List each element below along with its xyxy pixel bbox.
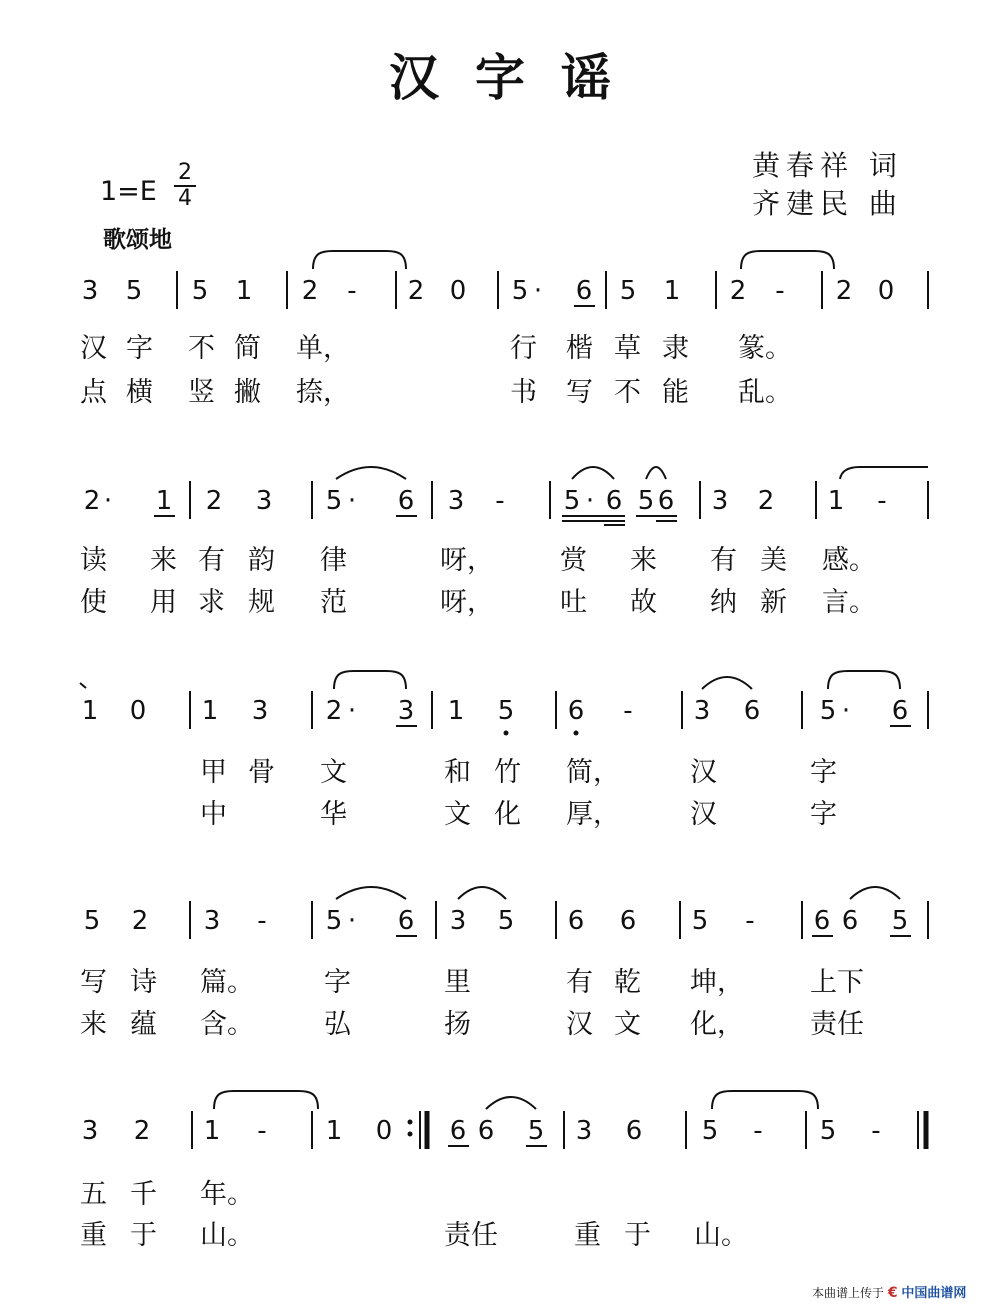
lyric: 五 — [80, 1179, 107, 1210]
lyric: 责任 — [810, 1009, 864, 1040]
lyric: 重 — [574, 1220, 601, 1251]
lyric: 华 — [320, 799, 347, 830]
note: · — [533, 276, 543, 306]
note: 6 — [477, 1116, 495, 1146]
note: - — [623, 696, 633, 726]
lyric: 隶 — [662, 333, 689, 364]
lyric: 乱。 — [738, 377, 792, 408]
lyric: 用 — [150, 587, 177, 618]
slur — [702, 677, 752, 689]
lyric: 故 — [630, 587, 657, 618]
note: 2 — [133, 1116, 151, 1146]
footer-credit — [812, 1282, 966, 1301]
lyric: 感。 — [822, 545, 876, 576]
lyric: 不 — [614, 377, 641, 408]
tie — [214, 1091, 318, 1109]
note: 3 — [693, 696, 711, 726]
lyric: 和 — [444, 757, 471, 788]
slur — [336, 887, 406, 899]
slur — [572, 467, 614, 479]
lyric: 里 — [444, 967, 471, 998]
lyric: 字 — [810, 757, 837, 788]
lyric: 捺， — [296, 377, 350, 408]
note: · — [347, 696, 357, 726]
note: 3 — [81, 276, 99, 306]
lyric: 责任 — [444, 1220, 498, 1251]
note: 1 — [201, 696, 219, 726]
lyric: 有 — [198, 545, 225, 576]
lyric: 弘 — [324, 1009, 351, 1040]
note: - — [495, 486, 505, 516]
lyricist-credit: 黄春祥 词 — [752, 149, 903, 182]
note: · — [347, 906, 357, 936]
lyric: 读 — [80, 545, 107, 576]
note: 2 — [83, 486, 101, 516]
note: 6 — [619, 906, 637, 936]
lyric: 纳 — [710, 587, 737, 618]
note: 6 — [397, 486, 415, 516]
lyric: 上下 — [810, 967, 864, 998]
note: · — [103, 486, 113, 516]
lyric: 竹 — [494, 757, 521, 788]
note: - — [877, 486, 887, 516]
octave-dot — [408, 1120, 413, 1125]
breath-mark — [80, 683, 86, 688]
lyric: 有 — [710, 545, 737, 576]
tie — [741, 251, 834, 269]
tie — [828, 671, 900, 689]
lyric: 乾 — [614, 967, 641, 998]
note: 2 — [205, 486, 223, 516]
lyric: 字 — [126, 333, 153, 364]
note: 5 — [563, 486, 581, 516]
tie — [313, 251, 406, 269]
tie — [712, 1091, 818, 1109]
lyric: 使 — [80, 587, 107, 618]
note: - — [257, 1116, 267, 1146]
note: 3 — [203, 906, 221, 936]
key-signature: 1=E — [100, 176, 157, 207]
lyric: 甲 — [200, 757, 227, 788]
slur — [646, 467, 666, 479]
note: 2 — [729, 276, 747, 306]
note: - — [257, 906, 267, 936]
lyric: 简， — [566, 757, 620, 788]
lyric: 山。 — [200, 1220, 254, 1251]
lyric: 韵 — [248, 545, 275, 576]
lyric: 文 — [444, 799, 471, 830]
lyric: 中 — [200, 799, 227, 830]
lyric: 行 — [510, 333, 537, 364]
note: · — [347, 486, 357, 516]
lyric: 楷 — [566, 333, 593, 364]
note: - — [753, 1116, 763, 1146]
lyric: 汉 — [566, 1009, 593, 1040]
lyric: 写 — [566, 377, 593, 408]
lyric: 范 — [320, 587, 347, 618]
note: · — [841, 696, 851, 726]
note: 3 — [397, 696, 415, 726]
note: 1 — [447, 696, 465, 726]
note: 5 — [527, 1116, 545, 1146]
lyric: 于 — [130, 1220, 157, 1251]
lyric: 规 — [248, 587, 275, 618]
lyric: 重 — [80, 1220, 107, 1251]
lyric: 篆。 — [738, 333, 792, 364]
lyric: 于 — [624, 1220, 651, 1251]
lyric: 竖 — [188, 377, 215, 408]
note: 3 — [251, 696, 269, 726]
note: 2 — [835, 276, 853, 306]
lyric: 年。 — [200, 1179, 254, 1210]
lyric: 点 — [80, 377, 107, 408]
lyric: 蕴 — [130, 1009, 157, 1040]
lyric: 横 — [126, 377, 153, 408]
lyric: 撇 — [234, 377, 261, 408]
note: 3 — [711, 486, 729, 516]
site-logo-icon: € — [887, 1285, 898, 1301]
lyric: 美 — [760, 545, 787, 576]
note: 5 — [891, 906, 909, 936]
note: 6 — [397, 906, 415, 936]
lyric: 山。 — [694, 1220, 748, 1251]
note: 2 — [407, 276, 425, 306]
lyric: 化 — [494, 799, 521, 830]
lyric: 诗 — [130, 967, 157, 998]
site-name: 中国曲谱网 — [901, 1286, 967, 1301]
note: 3 — [81, 1116, 99, 1146]
slur — [336, 467, 406, 479]
note: 5 — [511, 276, 529, 306]
note: 5 — [325, 486, 343, 516]
note: 3 — [575, 1116, 593, 1146]
note: 5 — [701, 1116, 719, 1146]
note: 5 — [125, 276, 143, 306]
note: 6 — [605, 486, 623, 516]
note: 5 — [497, 906, 515, 936]
note: 5 — [325, 906, 343, 936]
note: 5 — [637, 486, 655, 516]
note: 3 — [447, 486, 465, 516]
note: 0 — [449, 276, 467, 306]
note: 6 — [657, 486, 675, 516]
note: 2 — [301, 276, 319, 306]
note: 1 — [827, 486, 845, 516]
lyric: 不 — [188, 333, 215, 364]
note: 5 — [83, 906, 101, 936]
note: 6 — [625, 1116, 643, 1146]
note: - — [745, 906, 755, 936]
lyric: 汉 — [690, 757, 717, 788]
note: 3 — [449, 906, 467, 936]
lyric: 律 — [320, 545, 347, 576]
octave-dot — [408, 1132, 413, 1137]
lyric: 来 — [630, 545, 657, 576]
note: 2 — [757, 486, 775, 516]
slur — [458, 887, 506, 899]
note: 6 — [567, 696, 585, 726]
octave-dot — [504, 731, 509, 736]
lyric: 写 — [80, 967, 107, 998]
note: - — [871, 1116, 881, 1146]
note: 5 — [619, 276, 637, 306]
note: 1 — [663, 276, 681, 306]
note: - — [775, 276, 785, 306]
lyric: 汉 — [690, 799, 717, 830]
lyric: 厚， — [566, 799, 620, 830]
lyric: 篇。 — [200, 967, 254, 998]
lyric: 简 — [234, 333, 261, 364]
lyric: 文 — [320, 757, 347, 788]
lyric: 赏 — [560, 545, 587, 576]
note: 2 — [325, 696, 343, 726]
note: 1 — [203, 1116, 221, 1146]
note: 6 — [575, 276, 593, 306]
note: 5 — [497, 696, 515, 726]
note: 0 — [877, 276, 895, 306]
lyric: 扬 — [444, 1009, 471, 1040]
note: 6 — [813, 906, 831, 936]
lyric: 单， — [296, 333, 350, 364]
note: 1 — [235, 276, 253, 306]
lyric: 骨 — [248, 757, 275, 788]
note: 0 — [129, 696, 147, 726]
lyric: 坤， — [690, 967, 744, 998]
lyric: 新 — [760, 587, 787, 618]
note: 6 — [891, 696, 909, 726]
lyric: 字 — [810, 799, 837, 830]
lyric: 呀， — [440, 545, 494, 576]
lyric: 能 — [662, 377, 689, 408]
lyric: 化， — [690, 1009, 744, 1040]
note: 6 — [449, 1116, 467, 1146]
note: 0 — [375, 1116, 393, 1146]
note: 2 — [131, 906, 149, 936]
lyric: 有 — [566, 967, 593, 998]
lyric: 书 — [510, 377, 537, 408]
octave-dot — [574, 731, 579, 736]
note: 1 — [155, 486, 173, 516]
lyric: 言。 — [822, 587, 876, 618]
note: - — [347, 276, 357, 306]
page-title: 汉字谣 — [389, 48, 647, 107]
slur — [850, 887, 900, 899]
time-signature-top: 2 — [178, 160, 192, 185]
note: 6 — [567, 906, 585, 936]
lyric: 吐 — [560, 587, 587, 618]
note: · — [585, 486, 595, 516]
composer-credit: 齐建民 曲 — [752, 187, 903, 220]
note: 6 — [841, 906, 859, 936]
note: 5 — [819, 1116, 837, 1146]
note: 5 — [691, 906, 709, 936]
lyric: 草 — [614, 333, 641, 364]
note: 5 — [819, 696, 837, 726]
note: 1 — [325, 1116, 343, 1146]
lyric: 千 — [130, 1179, 157, 1210]
lyric: 含。 — [200, 1009, 254, 1040]
lyric: 来 — [80, 1009, 107, 1040]
note: 6 — [743, 696, 761, 726]
lyric: 文 — [614, 1009, 641, 1040]
lyric: 汉 — [80, 333, 107, 364]
time-signature-bottom: 4 — [178, 186, 192, 211]
footer-text: 本曲谱上传于 — [812, 1286, 885, 1300]
note: 5 — [191, 276, 209, 306]
note: 1 — [81, 696, 99, 726]
tie — [840, 467, 928, 479]
slur — [486, 1097, 536, 1109]
tempo-marking: 歌颂地 — [103, 227, 172, 253]
tie — [334, 671, 406, 689]
lyric: 字 — [324, 967, 351, 998]
lyric: 求 — [198, 587, 225, 618]
note: 3 — [255, 486, 273, 516]
lyric: 来 — [150, 545, 177, 576]
lyric: 呀， — [440, 587, 494, 618]
